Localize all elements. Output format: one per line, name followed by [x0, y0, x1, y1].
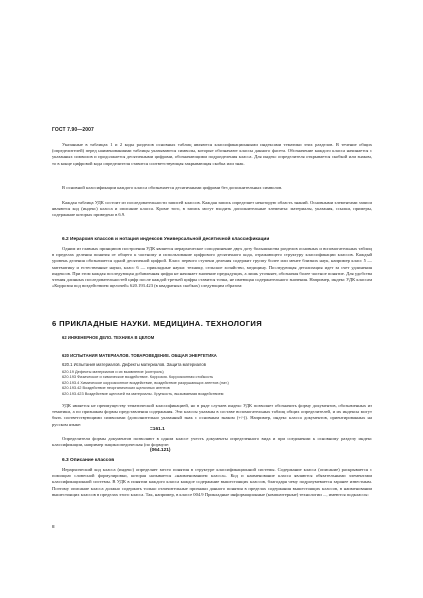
subheading-620-1: 620.1 Испытания материалов. Дефекты материалов. Защита материалов [62, 362, 206, 367]
list-item: 620.193.4 Химическое коррозионное воздействие, воздействие разрушающих агентов (лат.) [62, 379, 229, 385]
page-number: 8 [52, 524, 55, 529]
list-item: 620.19 Дефекты материалов и их выявление (контроль) [62, 369, 164, 374]
paragraph-form-classes: УДК является не преимуществу тематической классификацией, но в ряде случаев индекс УДК позволяет обозначить форму документов, обозначенных из тематики, а по признакам формы представления содержания. Эти классы указаны в составе вспомогательных таблиц общих определителей, и их индексы могут быть соответствующими символами (дополнительно указанный знак с основным знаком (+/-)). Например, индекс класса документов, ориентированных на русском языке: [52, 403, 372, 427]
list-item: 620.193 Физическое и химическое воздействие. Коррозия. Коррозионная стойкость [62, 374, 214, 380]
paragraph-hierarchy: Одним из главных принципов построения УДК является иерархическое соподчинение двух доту большинства разделов основных и вспомогательных таблиц в пределах деления понятия от общего к частному и использование цифрового десятичного кода, отражающего структуру классификации классов. Каждый уровень деления обозначается одной десятичной цифрой. Класс первого ступени деления содержит группу более или менее близких наук, например класс 5 — математику и естественные науки, класс 6 — прикладные науки: технику, сельское хозяйство, медицину. Последующая детализация идет за счет удлинения индексов. При этом каждая последующая добавленная цифра не начинает значение предыдущих, а лишь уточняет, обозначая более частное понятие. Для удобства чтения длинных последовательностей цифр после каждой третьей цифры ставится точка, не имеющая содержательного значения. Например, индекс УДК классам «Коррозия под воздействием щелочей» 620.193.423 (в квадратных скобках) следующим образом: [52, 246, 372, 289]
chapter-heading-6: 6 ПРИКЛАДНЫЕ НАУКИ. МЕДИЦИНА. ТЕХНОЛОГИЯ [52, 319, 263, 328]
list-item: 620.193.423 Воздействие щелочей на материалы. Хрупкость, вызываемая воздействием [62, 390, 224, 396]
paragraph-udc-tables: Каждая таблица УДК состоит из последовательности записей классов. Каждая запись определяет некоторую область знаний. Основными элементами записи являются код (индекс) класса и описание класса. Кроме того, в запись могут входить дополнительные элементы: материалы, указания, ссылки, примеры, содержание которых приведено в 6.9. [52, 200, 372, 218]
subheading-620: 620 ИСПЫТАНИЯ МАТЕРИАЛОВ. ТОВАРОВЕДЕНИЕ. ОБЩАЯ ЭНЕРГЕТИКА [62, 353, 217, 358]
formula-encyclopedia: (064.121) [150, 448, 171, 453]
paragraph-class-description: Иерархический код класса (индекс) определяет место понятия в структуре классификационной системы. Содержание класса (описание) раскрывается с помощью словесной формулировки, которая называется «наименованием класса». Код и наименование класса являются обязательными элементами классификационной системы. В УДК в понятии каждого класса каждое содержание вышестоящих классов, благодаря чему подразумевается заранее известным. Поэтому описание класса должно содержать только отличительные признаки данного понятия в пределах содержания вышестоящих классов, в наименовании вышестоящих классов в пределах этого класса. Так, например, в классе 004.9 Прикладные информационные (компьютерные) технологии ..., имеются подклассы: [52, 467, 372, 497]
formula-language: =161.1 [150, 427, 165, 432]
paragraph-form-determinants: Определители формы документов позволяют в одном классе учесть документы определенного вида и при соединении к основному разделу индекс классификации, например энциклопедическая (по формуле: [52, 436, 372, 448]
section-heading-6-3: 6.3 Описание классов [62, 458, 115, 463]
paragraph-indexes: Указанные в таблицах 1 и 2 коды разделов основных таблиц являются классификационными индексами тематики этих разделов. В течение общих (определителей) перед наименованиями таблицы указываются символы, которые обозначают классы данного фасета. Обозначение каждого класса начинается с указанных символов и продолжается десятичными цифрами, обозначающими подразделения класса. Для индекс определителя открывается скобкой или знаком, то в конце цифровой кода определителя ставится соответствующая закрывающая скобка или знак. [52, 142, 372, 166]
document-header: ГОСТ 7.90—2007 [52, 127, 94, 133]
class-entries-list [62, 369, 362, 396]
subheading-62: 62 ИНЖЕНЕРНОЕ ДЕЛО. ТЕХНИКА В ЦЕЛОМ [62, 335, 155, 340]
paragraph-basic-classification: В основной классификации каждого класса обозначается десятичными цифрами без дополнительных символов. [62, 185, 283, 190]
list-item: 620.193.42 Воздействие неорганических щелочных агентов [62, 385, 170, 391]
section-heading-6-2: 6.2 Иерархия классов и нотация индексов Универсальной десятичной классификации [62, 237, 270, 242]
